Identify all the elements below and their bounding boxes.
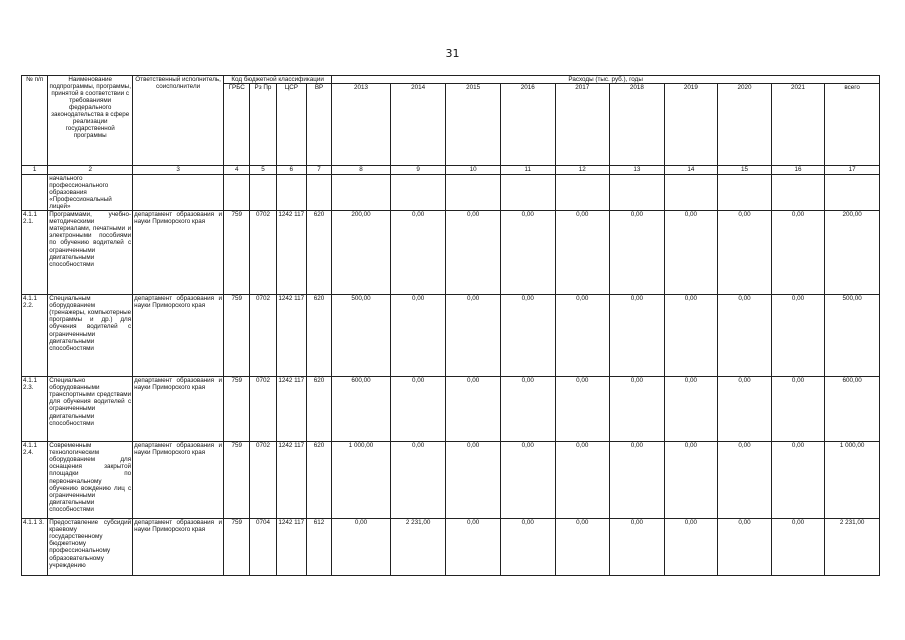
row-value: 500,00 xyxy=(332,295,391,377)
row-executor: департамент образования и науки Приморского края xyxy=(133,377,224,442)
row-value: 0,00 xyxy=(718,295,772,377)
row-csr: 1242 117 xyxy=(276,211,306,295)
column-number: 17 xyxy=(825,166,880,175)
row-value: 0,00 xyxy=(500,442,555,519)
row-value: 0,00 xyxy=(332,519,391,576)
column-number: 5 xyxy=(250,166,276,175)
column-number: 8 xyxy=(332,166,391,175)
header-budget-code: Код бюджетной классификации xyxy=(224,76,332,84)
table-row xyxy=(22,519,880,576)
header-year: 2018 xyxy=(610,84,665,166)
row-value: 0,00 xyxy=(610,442,665,519)
row-number: 4.1.1 2.3. xyxy=(22,377,48,442)
row-rzpr: 0702 xyxy=(250,442,276,519)
row-rzpr: 0702 xyxy=(250,377,276,442)
header-expenses: Расходы (тыс. руб.), годы xyxy=(332,76,880,84)
row-value: 0,00 xyxy=(555,377,610,442)
row-rzpr: 0702 xyxy=(250,295,276,377)
row-grbs: 759 xyxy=(224,211,250,295)
row-executor: департамент образования и науки Приморского края xyxy=(133,442,224,519)
row-value: 200,00 xyxy=(332,211,391,295)
row-value: 0,00 xyxy=(555,211,610,295)
header-grbs: ГРБС xyxy=(224,84,250,166)
table-row xyxy=(22,211,880,295)
row-value: 0,00 xyxy=(610,295,665,377)
row-number: 4.1.1 3. xyxy=(22,519,48,576)
row-number: 4.1.1 2.4. xyxy=(22,442,48,519)
row-vr: 620 xyxy=(306,442,331,519)
row-value: 0,00 xyxy=(390,211,446,295)
row-value: 0,00 xyxy=(446,211,501,295)
row-value: 0,00 xyxy=(771,442,825,519)
header-csr: ЦСР xyxy=(276,84,306,166)
header-year: 2019 xyxy=(664,84,718,166)
table-row xyxy=(22,377,880,442)
row-value: 0,00 xyxy=(555,519,610,576)
header-year: всего xyxy=(825,84,880,166)
row-executor: департамент образования и науки Приморского края xyxy=(133,519,224,576)
column-number: 16 xyxy=(771,166,825,175)
row-value: 0,00 xyxy=(390,442,446,519)
header-year: 2014 xyxy=(390,84,446,166)
row-value: 0,00 xyxy=(500,295,555,377)
row-name: Современным технологическим оборудованием для оснащения закрытой площадки по первоначальному обучению вождению лиц с ограниченными двигательными способностями xyxy=(48,442,133,519)
row-grbs: 759 xyxy=(224,295,250,377)
row-value: 0,00 xyxy=(610,377,665,442)
row-vr: 620 xyxy=(306,377,331,442)
row-value: 0,00 xyxy=(664,519,718,576)
row-number: 4.1.1 2.2. xyxy=(22,295,48,377)
row-vr: 612 xyxy=(306,519,331,576)
row-number: 4.1.1 2.1. xyxy=(22,211,48,295)
row-value: 0,00 xyxy=(555,442,610,519)
header-year: 2016 xyxy=(500,84,555,166)
column-number: 2 xyxy=(48,166,133,175)
row-value: 0,00 xyxy=(610,211,665,295)
row-value: 0,00 xyxy=(718,211,772,295)
row-value: 0,00 xyxy=(664,442,718,519)
column-number: 13 xyxy=(610,166,665,175)
column-number: 1 xyxy=(22,166,48,175)
row-value: 0,00 xyxy=(771,295,825,377)
row-value: 0,00 xyxy=(555,295,610,377)
row-value: 600,00 xyxy=(332,377,391,442)
table-row xyxy=(22,295,880,377)
row-value: 0,00 xyxy=(771,519,825,576)
table-row-continued xyxy=(22,175,880,211)
continued-name: начального профессионального образования «Профессиональный лицей» xyxy=(48,175,133,211)
column-number: 3 xyxy=(133,166,224,175)
column-number: 15 xyxy=(718,166,772,175)
column-number: 9 xyxy=(390,166,446,175)
row-value: 0,00 xyxy=(446,442,501,519)
column-number: 7 xyxy=(306,166,331,175)
row-value: 0,00 xyxy=(718,442,772,519)
row-value: 0,00 xyxy=(446,377,501,442)
row-value: 0,00 xyxy=(390,295,446,377)
row-value: 0,00 xyxy=(771,211,825,295)
column-number: 6 xyxy=(276,166,306,175)
header-year: 2021 xyxy=(771,84,825,166)
row-csr: 1242 117 xyxy=(276,377,306,442)
column-number: 4 xyxy=(224,166,250,175)
column-number-row xyxy=(22,166,880,175)
row-name: Специально оборудованными транспортными средствами для обучения водителей с ограниченными двигательными способностями xyxy=(48,377,133,442)
row-name: Предоставление субсидий краевому государственному бюджетному профессиональному образовательному учреждению xyxy=(48,519,133,576)
row-csr: 1242 117 xyxy=(276,295,306,377)
header-name: Наименование подпрограммы, программы, принятой в соответствии с требованиями федерального законодательства в сфере реализации государственной программы xyxy=(48,76,133,166)
row-value: 200,00 xyxy=(825,211,880,295)
header-row-main xyxy=(22,76,880,84)
header-year: 2017 xyxy=(555,84,610,166)
row-value: 0,00 xyxy=(390,377,446,442)
header-vr: ВР xyxy=(306,84,331,166)
header-rzpr: Рз Пр xyxy=(250,84,276,166)
row-csr: 1242 117 xyxy=(276,519,306,576)
row-executor: департамент образования и науки Приморского края xyxy=(133,295,224,377)
row-value: 0,00 xyxy=(664,211,718,295)
row-value: 0,00 xyxy=(446,519,501,576)
row-value: 0,00 xyxy=(500,377,555,442)
row-name: Специальным оборудованием (тренажеры, компьютерные программы и др.) для обучения водителей с ограниченными двигательными способностями xyxy=(48,295,133,377)
header-year: 2020 xyxy=(718,84,772,166)
column-number: 12 xyxy=(555,166,610,175)
row-value: 0,00 xyxy=(664,377,718,442)
row-value: 0,00 xyxy=(446,295,501,377)
budget-table xyxy=(21,75,880,576)
column-number: 14 xyxy=(664,166,718,175)
row-vr: 620 xyxy=(306,295,331,377)
row-rzpr: 0702 xyxy=(250,211,276,295)
row-value: 0,00 xyxy=(610,519,665,576)
header-num: № п/п xyxy=(22,76,48,166)
header-year: 2015 xyxy=(446,84,501,166)
row-grbs: 759 xyxy=(224,377,250,442)
header-executor: Ответственный исполнитель, соисполнители xyxy=(133,76,224,166)
row-value: 2 231,00 xyxy=(825,519,880,576)
row-executor: департамент образования и науки Приморского края xyxy=(133,211,224,295)
row-value: 1 000,00 xyxy=(332,442,391,519)
row-value: 0,00 xyxy=(500,519,555,576)
row-value: 500,00 xyxy=(825,295,880,377)
table-row xyxy=(22,442,880,519)
row-value: 0,00 xyxy=(771,377,825,442)
row-rzpr: 0704 xyxy=(250,519,276,576)
page-number: 31 xyxy=(445,47,460,60)
row-value: 0,00 xyxy=(500,211,555,295)
row-name: Программами, учебно-методическими материалами, печатными и электронными пособиями по обучению водителей с ограниченными двигательными способностями xyxy=(48,211,133,295)
column-number: 11 xyxy=(500,166,555,175)
row-value: 1 000,00 xyxy=(825,442,880,519)
row-value: 2 231,00 xyxy=(390,519,446,576)
header-year: 2013 xyxy=(332,84,391,166)
row-grbs: 759 xyxy=(224,442,250,519)
column-number: 10 xyxy=(446,166,501,175)
row-value: 600,00 xyxy=(825,377,880,442)
row-csr: 1242 117 xyxy=(276,442,306,519)
row-value: 0,00 xyxy=(718,377,772,442)
row-value: 0,00 xyxy=(718,519,772,576)
row-value: 0,00 xyxy=(664,295,718,377)
row-vr: 620 xyxy=(306,211,331,295)
row-grbs: 759 xyxy=(224,519,250,576)
